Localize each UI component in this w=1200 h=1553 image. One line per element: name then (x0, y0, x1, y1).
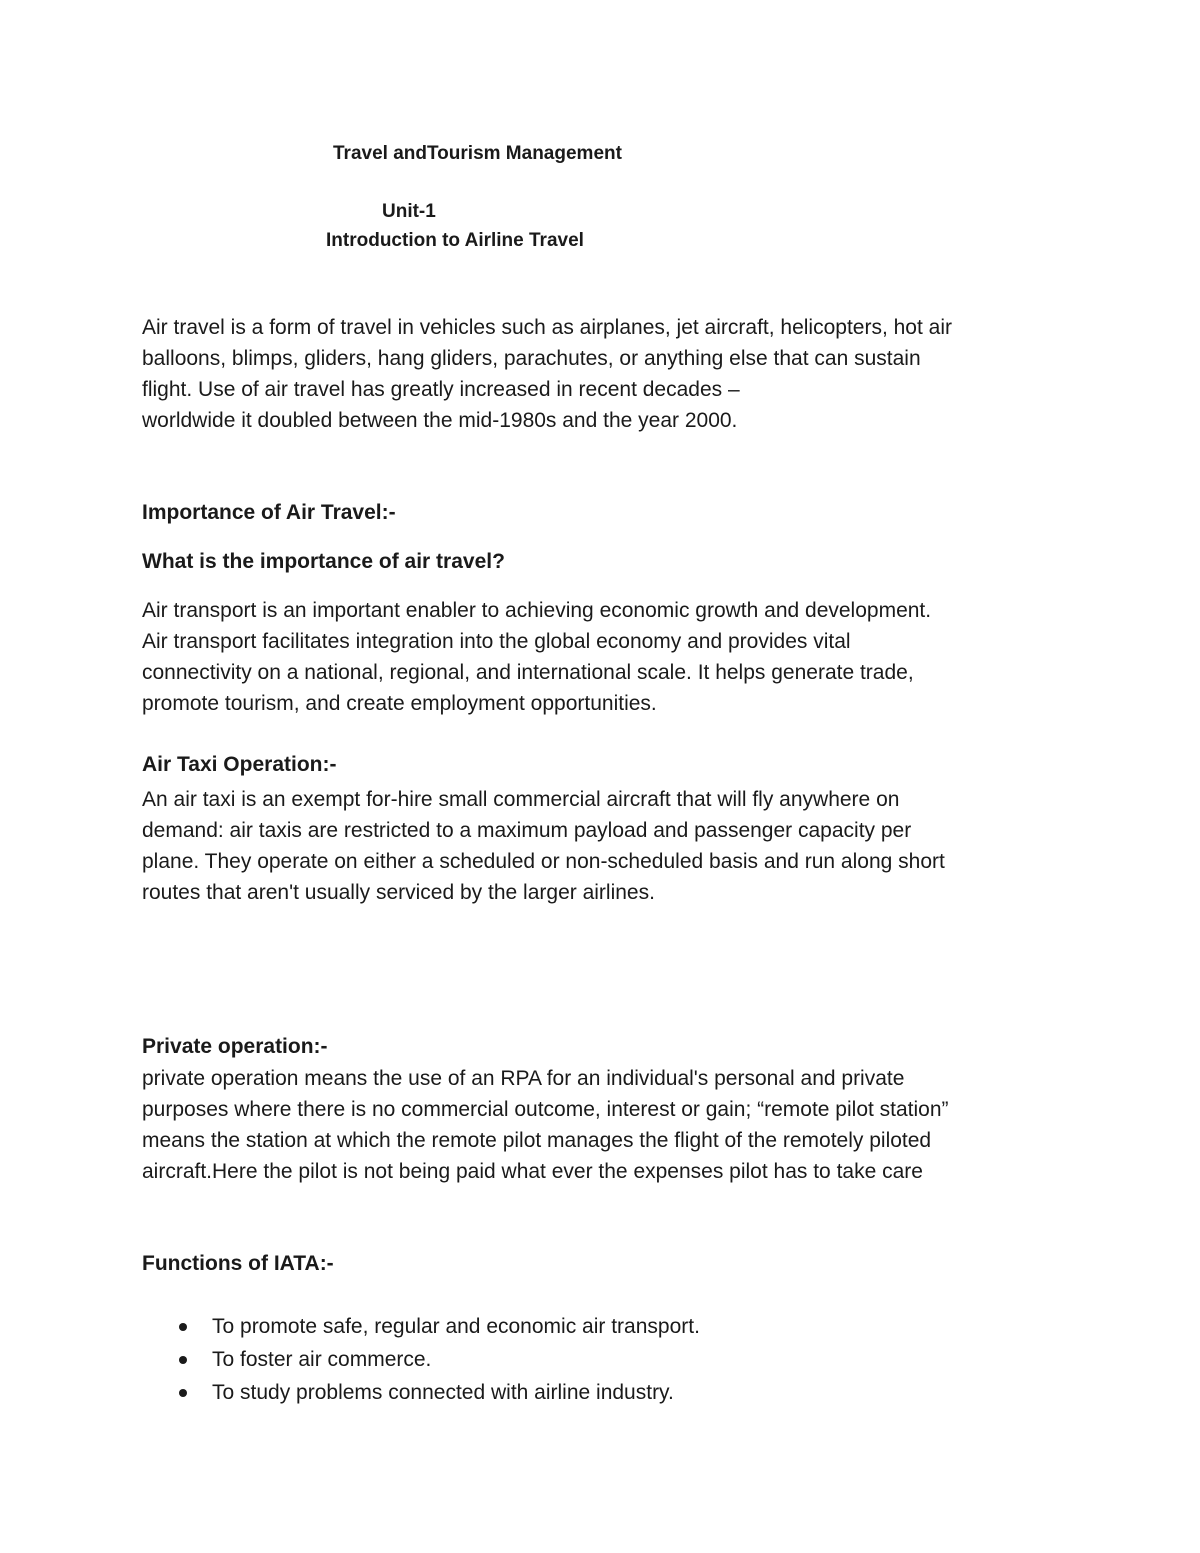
intro-line: Air travel is a form of travel in vehicles such as airplanes, jet aircraft, helicopters, hot air (142, 316, 952, 339)
iata-heading: Functions of IATA:- (142, 1252, 334, 1275)
intro-line: balloons, blimps, gliders, hang gliders, parachutes, or anything else that can sustain (142, 347, 921, 370)
list-item-text: To promote safe, regular and economic air transport. (212, 1315, 700, 1338)
private-operation-line: purposes where there is no commercial outcome, interest or gain; “remote pilot station” (142, 1098, 949, 1121)
importance-line: promote tourism, and create employment opportunities. (142, 692, 657, 715)
bullet-icon (179, 1389, 187, 1397)
list-item-text: To study problems connected with airline industry. (212, 1381, 674, 1404)
list-item-text: To foster air commerce. (212, 1348, 432, 1371)
air-taxi-paragraph (142, 784, 1082, 908)
bullet-icon (179, 1356, 187, 1364)
intro-line: flight. Use of air travel has greatly increased in recent decades – (142, 378, 740, 401)
document-title: Travel andTourism Management (333, 143, 622, 164)
iata-functions-list (142, 1311, 700, 1410)
private-operation-line: private operation means the use of an RPA for an individual's personal and private (142, 1067, 905, 1090)
importance-line: connectivity on a national, regional, and international scale. It helps generate trade, (142, 661, 914, 684)
list-item (142, 1311, 700, 1342)
private-operation-line: aircraft.Here the pilot is not being paid what ever the expenses pilot has to take care (142, 1160, 923, 1183)
document-subtitle: Introduction to Airline Travel (326, 230, 584, 251)
private-operation-heading: Private operation:- (142, 1035, 328, 1058)
air-taxi-line: plane. They operate on either a scheduled or non-scheduled basis and run along short (142, 850, 945, 873)
importance-line: Air transport is an important enabler to achieving economic growth and development. (142, 599, 932, 622)
private-operation-paragraph (142, 1063, 1082, 1187)
importance-line: Air transport facilitates integration into the global economy and provides vital (142, 630, 851, 653)
intro-line: worldwide it doubled between the mid-1980s and the year 2000. (142, 409, 738, 432)
air-taxi-line: routes that aren't usually serviced by the larger airlines. (142, 881, 655, 904)
list-item (142, 1344, 700, 1375)
importance-heading: Importance of Air Travel:- (142, 501, 396, 524)
importance-paragraph (142, 595, 1082, 719)
list-item (142, 1377, 700, 1408)
intro-paragraph (142, 312, 1082, 436)
importance-question: What is the importance of air travel? (142, 550, 505, 573)
air-taxi-line: demand: air taxis are restricted to a maximum payload and passenger capacity per (142, 819, 912, 842)
air-taxi-heading: Air Taxi Operation:- (142, 753, 337, 776)
unit-label: Unit-1 (382, 201, 436, 222)
private-operation-line: means the station at which the remote pilot manages the flight of the remotely piloted (142, 1129, 932, 1152)
bullet-icon (179, 1323, 187, 1331)
air-taxi-line: An air taxi is an exempt for-hire small commercial aircraft that will fly anywhere on (142, 788, 900, 811)
